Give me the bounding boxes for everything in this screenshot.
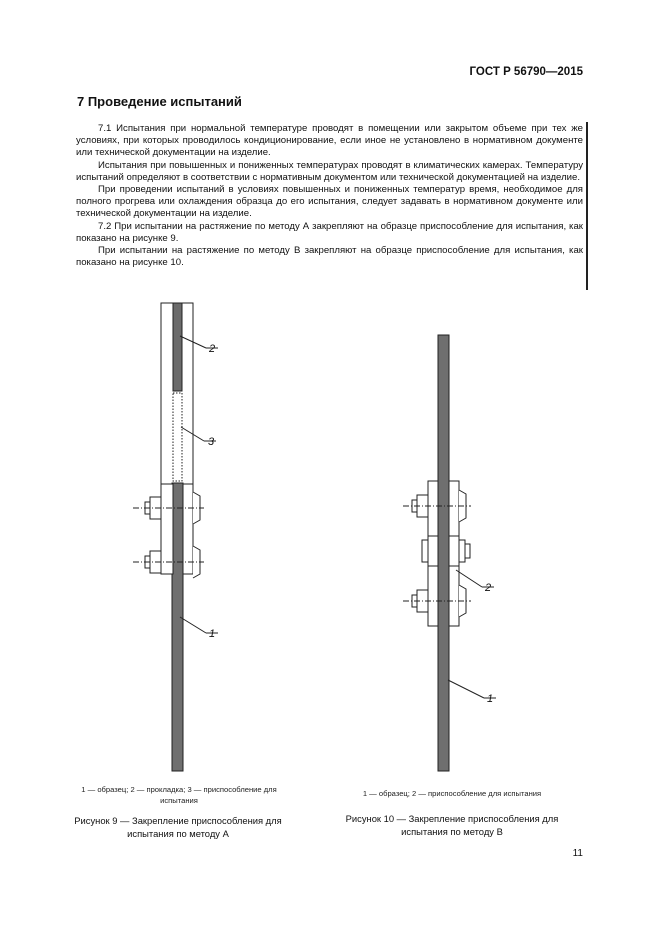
figure-10-legend: 1 — образец; 2 — приспособление для испытания bbox=[362, 789, 542, 798]
leader-1 bbox=[180, 617, 206, 633]
fixture-lower-left bbox=[161, 484, 173, 574]
figure-9-legend: 1 — образец; 2 — прокладка; 3 — приспособление для испытания bbox=[81, 785, 277, 805]
fixture-lower-right bbox=[183, 484, 193, 574]
specimen-strip bbox=[172, 483, 183, 771]
fig9-label-2: 2 bbox=[209, 343, 216, 355]
figure-9-caption: Рисунок 9 — Закрепление приспособления для испытания по методу А bbox=[74, 815, 282, 839]
clamp-right-tab bbox=[465, 544, 470, 558]
fig9-label-1: 1 bbox=[209, 628, 216, 640]
fig10-label-2: 2 bbox=[485, 582, 492, 594]
paragraph-heating-time: При проведении испытаний в условиях повышенных и пониженных температур время, необходимое для полного прогрева или охлаждения образца до его испытания, следует задавать в нормативном документе или технической документации на изделие. bbox=[76, 184, 583, 220]
paragraph-method-b: При испытании на растяжение по методу В закрепляют на образце приспособление для испытания, как показано на рисунке 10. bbox=[76, 245, 583, 269]
paragraph-temperature: Испытания при повышенных и пониженных температурах проводят в климатических камерах. Температуру испытаний определяют в соответствии с нормативным документом или технической документацией на изделие. bbox=[76, 159, 583, 183]
fig9-label-3: 3 bbox=[208, 436, 215, 448]
fixture-slot bbox=[173, 393, 182, 481]
paragraph-7-1: 7.1 Испытания при нормальной температуре проводят в помещении или закрытом объеме при тех же условиях, при которых проводилось кондиционирование, если иное не установлено в нормативном документе или технической документации на изделие. bbox=[76, 123, 583, 159]
section-title: 7 Проведение испытаний bbox=[77, 94, 242, 109]
leader-b2 bbox=[456, 570, 482, 587]
document-code: ГОСТ Р 56790—2015 bbox=[469, 66, 583, 78]
clamp-left bbox=[422, 540, 428, 562]
paragraph-7-2: 7.2 При испытании на растяжение по методу А закрепляют на образце приспособление для испытания, как показано на рисунке 9. bbox=[76, 220, 583, 244]
leader-b1 bbox=[448, 680, 484, 698]
pad-shape bbox=[173, 303, 182, 391]
page-number: 11 bbox=[572, 848, 583, 859]
fig10-label-1: 1 bbox=[487, 693, 494, 705]
clamp-right bbox=[459, 540, 465, 562]
clamp-plate-left bbox=[428, 536, 438, 566]
clamp-plate-right bbox=[449, 536, 459, 566]
figure-10-caption: Рисунок 10 — Закрепление приспособления для испытания по методу В bbox=[345, 813, 559, 837]
specimen-strip-b bbox=[438, 335, 449, 771]
